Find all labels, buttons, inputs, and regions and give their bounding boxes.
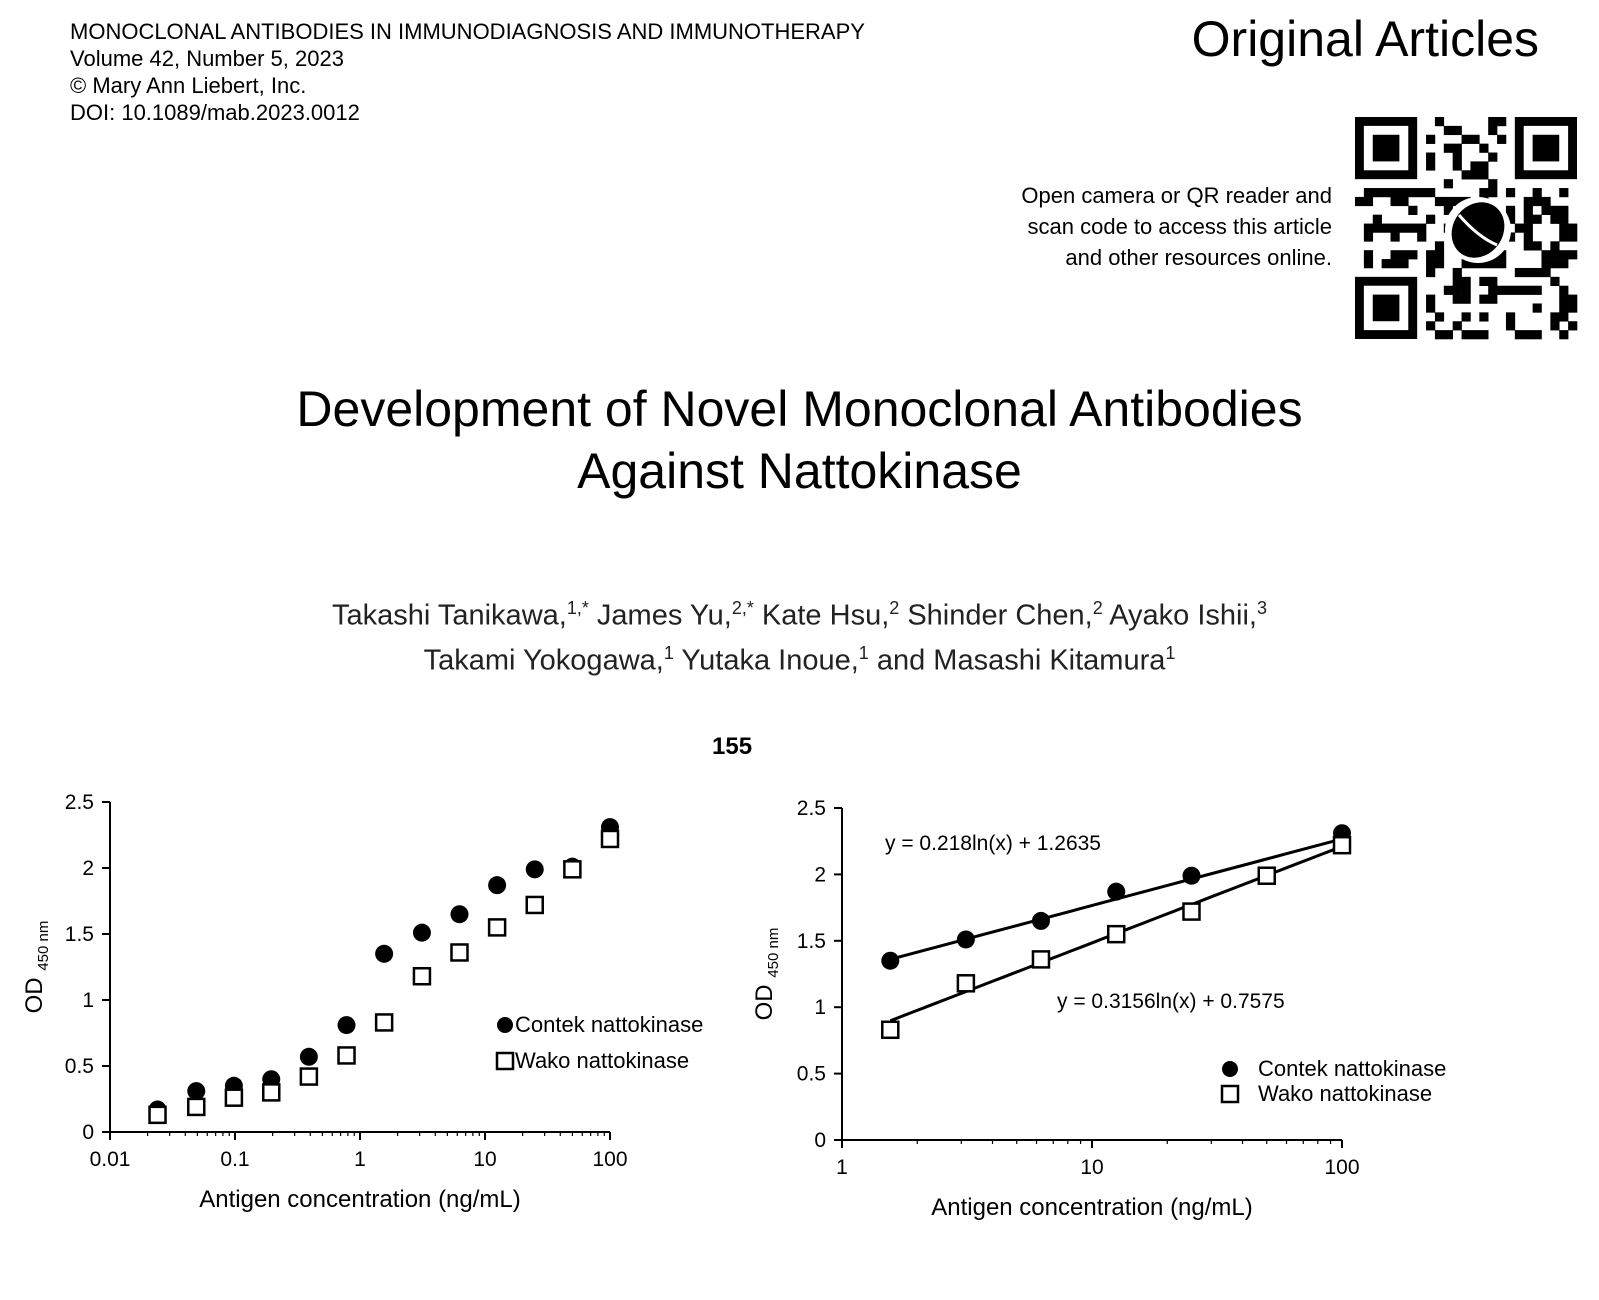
data-point-wako: [527, 897, 543, 913]
y-axis-label: [21, 921, 52, 1014]
data-point-wako: [301, 1069, 317, 1085]
qr-finder: [1373, 295, 1400, 322]
qr-module: [1479, 188, 1488, 197]
author-affiliation: 2: [1092, 598, 1103, 618]
qr-module: [1408, 224, 1417, 233]
qr-module: [1391, 232, 1400, 241]
qr-module: [1426, 215, 1435, 224]
data-point-wako: [226, 1090, 242, 1106]
qr-module: [1453, 286, 1462, 295]
qr-module: [1550, 259, 1559, 268]
qr-module: [1550, 241, 1559, 250]
y-tick-label: 0: [82, 1121, 94, 1144]
legend-marker-wako: [497, 1053, 513, 1069]
data-point-wako: [376, 1014, 392, 1030]
qr-module: [1506, 286, 1515, 295]
qr-module: [1462, 295, 1471, 304]
qr-module: [1550, 215, 1559, 224]
qr-module: [1391, 224, 1400, 233]
qr-module: [1559, 330, 1568, 339]
author-name: Ayako Ishii,: [1109, 599, 1257, 632]
data-point-wako: [1033, 951, 1049, 967]
y-tick-label: 2.5: [796, 797, 826, 820]
qr-module: [1453, 277, 1462, 286]
data-point-contek: [957, 930, 975, 948]
qr-module: [1568, 295, 1577, 304]
qr-module: [1373, 188, 1382, 197]
qr-module: [1559, 286, 1568, 295]
qr-module: [1364, 197, 1373, 206]
legend-label: Wako nattokinase: [515, 1048, 690, 1073]
legend-label: Contek nattokinase: [1258, 1056, 1447, 1081]
data-point-wako: [1183, 904, 1199, 920]
y-axis-label-sub: 450 nm: [765, 927, 782, 978]
y-axis-label-main: OD: [21, 970, 48, 1014]
qr-module: [1488, 295, 1497, 304]
qr-module: [1497, 117, 1506, 126]
qr-module: [1524, 330, 1533, 339]
qr-module: [1488, 126, 1497, 135]
equation-annotation: y = 0.218ln(x) + 1.2635: [885, 832, 1101, 855]
data-point-contek: [187, 1082, 205, 1100]
data-point-wako: [1259, 868, 1275, 884]
data-point-wako: [451, 944, 467, 960]
qr-module: [1382, 259, 1391, 268]
qr-finder: [1533, 135, 1560, 162]
qr-module: [1435, 241, 1444, 250]
qr-module: [1488, 277, 1497, 286]
author-affiliation: 2,*: [731, 598, 754, 618]
author-list: [100, 590, 1499, 679]
qr-module: [1488, 188, 1497, 197]
qr-module: [1391, 250, 1400, 259]
qr-module: [1435, 312, 1444, 321]
x-tick-label: 100: [592, 1148, 628, 1171]
qr-module: [1479, 277, 1488, 286]
qr-module: [1373, 224, 1382, 233]
qr-text-line: and other resources online.: [1065, 245, 1332, 270]
qr-module: [1550, 206, 1559, 215]
x-tick-label: 10: [1080, 1156, 1104, 1179]
journal-name: MONOCLONAL ANTIBODIES IN IMMUNODIAGNOSIS AND IMMUNOTHERAPY: [70, 19, 865, 44]
qr-module: [1524, 197, 1533, 206]
article-title: [100, 378, 1499, 502]
data-point-contek: [1182, 867, 1200, 885]
y-axis-label-sub: 450 nm: [35, 920, 52, 971]
qr-module: [1479, 312, 1488, 321]
qr-module: [1462, 286, 1471, 295]
journal-publisher: © Mary Ann Liebert, Inc.: [70, 73, 307, 98]
qr-module: [1550, 312, 1559, 321]
qr-module: [1382, 224, 1391, 233]
qr-module: [1444, 197, 1453, 206]
x-tick-label: 1: [354, 1148, 366, 1171]
y-tick-label: 2: [814, 863, 826, 887]
qr-module: [1470, 161, 1479, 170]
qr-module: [1399, 188, 1408, 197]
qr-module: [1417, 188, 1426, 197]
data-point-contek: [1032, 912, 1050, 930]
qr-module: [1462, 277, 1471, 286]
qr-module: [1399, 250, 1408, 259]
qr-module: [1426, 259, 1435, 268]
qr-text-line: Open camera or QR reader and: [1021, 183, 1332, 208]
data-point-wako: [602, 831, 618, 847]
qr-module: [1373, 215, 1382, 224]
data-point-wako: [564, 861, 580, 877]
qr-module: [1568, 250, 1577, 259]
qr-module: [1417, 224, 1426, 233]
data-point-wako: [1334, 837, 1350, 853]
x-tick-label: 1: [836, 1156, 848, 1179]
qr-module: [1524, 215, 1533, 224]
y-tick-label: 1: [814, 996, 826, 1020]
qr-module: [1488, 179, 1497, 188]
qr-module: [1559, 303, 1568, 312]
qr-module: [1426, 268, 1435, 277]
qr-module: [1444, 179, 1453, 188]
chart-left: [20, 791, 760, 1270]
x-axis-label: Antigen concentration (ng/mL): [199, 1186, 521, 1213]
data-point-wako: [489, 919, 505, 935]
qr-module: [1524, 232, 1533, 241]
qr-module: [1444, 286, 1453, 295]
qr-module: [1559, 250, 1568, 259]
qr-module: [1533, 197, 1542, 206]
author-affiliation: 2: [889, 598, 900, 618]
qr-module: [1426, 295, 1435, 304]
data-point-contek: [450, 905, 468, 923]
qr-module: [1497, 135, 1506, 144]
data-point-wako: [188, 1099, 204, 1115]
qr-module: [1550, 250, 1559, 259]
qr-module: [1497, 286, 1506, 295]
qr-module: [1364, 224, 1373, 233]
author-name: Kate Hsu,: [761, 599, 890, 632]
x-tick-label: 10: [473, 1148, 497, 1171]
journal-header: [70, 18, 865, 126]
y-tick-label: 1.5: [64, 923, 94, 946]
x-axis-label: Antigen concentration (ng/mL): [931, 1194, 1253, 1221]
qr-module: [1382, 188, 1391, 197]
qr-module: [1391, 197, 1400, 206]
qr-module: [1524, 224, 1533, 233]
qr-module: [1506, 321, 1515, 330]
qr-module: [1515, 286, 1524, 295]
qr-module: [1391, 259, 1400, 268]
qr-module: [1479, 161, 1488, 170]
chart-right: [751, 797, 1540, 1270]
qr-module: [1470, 330, 1479, 339]
qr-module: [1559, 259, 1568, 268]
qr-module: [1559, 312, 1568, 321]
qr-module: [1426, 250, 1435, 259]
qr-module: [1453, 161, 1462, 170]
data-point-wako: [339, 1047, 355, 1063]
qr-module: [1559, 215, 1568, 224]
qr-module: [1533, 286, 1542, 295]
author-name: and Masashi Kitamura: [876, 644, 1166, 677]
qr-module: [1524, 241, 1533, 250]
author-affiliation: 1,*: [566, 598, 589, 618]
qr-module: [1391, 188, 1400, 197]
qr-module: [1470, 135, 1479, 144]
qr-module: [1515, 268, 1524, 277]
data-point-contek: [1107, 883, 1125, 901]
data-point-contek: [300, 1048, 318, 1066]
qr-module: [1559, 206, 1568, 215]
qr-module: [1559, 224, 1568, 233]
qr-module: [1524, 206, 1533, 215]
qr-module: [1559, 232, 1568, 241]
qr-module: [1559, 295, 1568, 304]
qr-module: [1462, 170, 1471, 179]
y-tick-label: 1.5: [796, 929, 826, 953]
qr-module: [1541, 206, 1550, 215]
y-tick-label: 0.5: [796, 1062, 826, 1086]
qr-module: [1399, 197, 1408, 206]
qr-module: [1533, 215, 1542, 224]
journal-doi: DOI: 10.1089/mab.2023.0012: [70, 100, 360, 125]
legend-label: Wako nattokinase: [1258, 1081, 1433, 1106]
qr-module: [1524, 286, 1533, 295]
qr-module: [1479, 295, 1488, 304]
qr-module: [1479, 144, 1488, 153]
x-tick-label: 0.01: [89, 1148, 131, 1171]
qr-module: [1408, 188, 1417, 197]
qr-module: [1444, 330, 1453, 339]
qr-module: [1408, 206, 1417, 215]
qr-module: [1470, 170, 1479, 179]
author-name: Shinder Chen,: [907, 599, 1093, 632]
qr-module: [1524, 268, 1533, 277]
qr-module: [1435, 250, 1444, 259]
y-tick-label: 0.5: [64, 1055, 94, 1078]
data-point-wako: [958, 975, 974, 991]
qr-module: [1541, 197, 1550, 206]
legend-marker-contek: [1222, 1061, 1238, 1077]
qr-module: [1550, 277, 1559, 286]
qr-module: [1506, 206, 1515, 215]
equation-annotation: y = 0.3156ln(x) + 0.7575: [1057, 990, 1285, 1013]
title-line: Against Nattokinase: [577, 443, 1022, 499]
qr-module: [1435, 197, 1444, 206]
author-affiliation: 3: [1256, 598, 1267, 618]
qr-module: [1488, 286, 1497, 295]
qr-module: [1533, 268, 1542, 277]
qr-text-line: scan code to access this article: [1027, 214, 1332, 239]
qr-module: [1533, 188, 1542, 197]
qr-module: [1453, 268, 1462, 277]
qr-module: [1364, 188, 1373, 197]
author-affiliation: 1: [663, 642, 674, 663]
y-tick-label: 0: [814, 1129, 826, 1152]
page-number: 155: [712, 733, 753, 760]
qr-module: [1541, 250, 1550, 259]
data-point-wako: [414, 968, 430, 984]
author-line: [100, 590, 1499, 635]
qr-module: [1550, 321, 1559, 330]
author-affiliation: 1: [1165, 642, 1176, 663]
qr-module: [1506, 188, 1515, 197]
data-point-wako: [263, 1084, 279, 1100]
qr-module: [1364, 232, 1373, 241]
qr-module: [1426, 153, 1435, 162]
qr-module: [1488, 153, 1497, 162]
qr-module: [1355, 197, 1364, 206]
qr-module: [1364, 250, 1373, 259]
qr-module: [1426, 188, 1435, 197]
qr-module: [1435, 117, 1444, 126]
qr-module: [1426, 303, 1435, 312]
qr-module: [1399, 259, 1408, 268]
legend-marker-contek: [497, 1017, 513, 1033]
data-point-contek: [881, 952, 899, 970]
data-point-wako: [1108, 926, 1124, 942]
author-line: [100, 635, 1499, 680]
qr-module: [1453, 321, 1462, 330]
qr-module: [1364, 259, 1373, 268]
qr-module: [1426, 135, 1435, 144]
author-name: Takami Yokogawa,: [423, 644, 664, 677]
qr-module: [1488, 117, 1497, 126]
data-point-contek: [413, 924, 431, 942]
author-affiliation: 1: [858, 642, 869, 663]
section-title: Original Articles: [1191, 11, 1539, 67]
qr-module: [1506, 312, 1515, 321]
author-name: James Yu,: [596, 599, 732, 632]
qr-module: [1426, 161, 1435, 170]
qr-code-icon[interactable]: [1355, 117, 1577, 339]
qr-module: [1568, 321, 1577, 330]
qr-module: [1426, 321, 1435, 330]
qr-module: [1462, 135, 1471, 144]
journal-volume: Volume 42, Number 5, 2023: [70, 46, 344, 71]
data-point-wako: [882, 1022, 898, 1038]
qr-module: [1453, 144, 1462, 153]
qr-module: [1435, 259, 1444, 268]
y-tick-label: 2.5: [64, 791, 94, 814]
title-line: Development of Novel Monoclonal Antibodies: [296, 381, 1303, 437]
qr-module: [1533, 330, 1542, 339]
data-point-contek: [488, 876, 506, 894]
qr-module: [1399, 224, 1408, 233]
y-axis-label-main: OD: [751, 977, 778, 1021]
qr-module: [1515, 330, 1524, 339]
qr-module: [1408, 250, 1417, 259]
qr-module: [1515, 224, 1524, 233]
qr-module: [1453, 153, 1462, 162]
author-name: Yutaka Inoue,: [681, 644, 859, 677]
qr-finder: [1373, 135, 1400, 162]
qr-module: [1435, 330, 1444, 339]
qr-module: [1568, 224, 1577, 233]
qr-instructions: [1021, 180, 1332, 273]
qr-module: [1462, 330, 1471, 339]
qr-module: [1533, 303, 1542, 312]
qr-module: [1479, 170, 1488, 179]
qr-module: [1462, 312, 1471, 321]
x-tick-label: 0.1: [220, 1148, 250, 1171]
qr-module: [1417, 232, 1426, 241]
x-tick-label: 100: [1324, 1156, 1360, 1179]
qr-module: [1541, 259, 1550, 268]
qr-module: [1479, 330, 1488, 339]
data-point-wako: [150, 1107, 166, 1123]
legend-marker-wako: [1222, 1086, 1238, 1102]
qr-module: [1453, 126, 1462, 135]
data-point-contek: [338, 1016, 356, 1034]
qr-module: [1444, 126, 1453, 135]
qr-module: [1533, 241, 1542, 250]
y-tick-label: 1: [82, 989, 94, 1012]
qr-module: [1541, 268, 1550, 277]
qr-module: [1444, 144, 1453, 153]
qr-module: [1497, 259, 1506, 268]
data-point-contek: [375, 945, 393, 963]
legend-label: Contek nattokinase: [515, 1012, 704, 1037]
data-point-contek: [526, 860, 544, 878]
qr-module: [1568, 303, 1577, 312]
qr-module: [1568, 232, 1577, 241]
y-tick-label: 2: [82, 857, 94, 880]
qr-module: [1559, 188, 1568, 197]
author-name: Takashi Tanikawa,: [332, 599, 567, 632]
qr-module: [1453, 295, 1462, 304]
